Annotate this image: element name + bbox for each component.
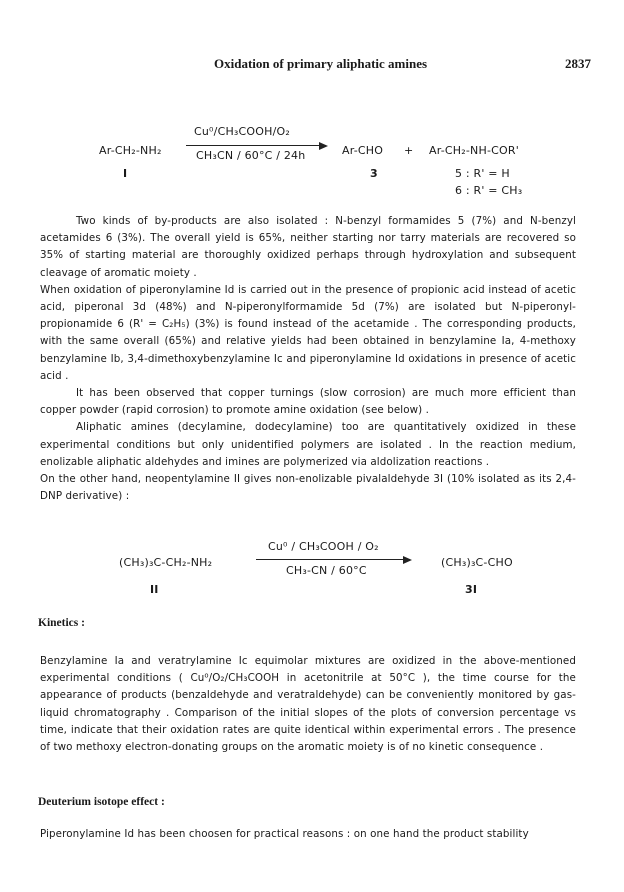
scheme1-arrow — [186, 145, 326, 146]
kinetics-text: Benzylamine Ia and veratrylamine Ic equimolar mixtures are oxidized in the above-mentioned experimental conditions ( Cu⁰/O₂/CH₃COOH in acetonitrile at 50°C ), the time course for the appearance of products (benzaldehyde and veratraldehyde) can be conveniently monitored by gas-liquid chromatography . Comparison of the initial slopes of the plots of conversion percentage vs time, indicate that their oxidation rates are quite identical within experimental errors . The presence of two methoxy electron-donating groups on the aromatic moiety is of no kinetic consequence . — [40, 655, 576, 754]
scheme1-product-amide: Ar-CH₂-NH-COR' — [429, 144, 519, 157]
paragraph: When oxidation of piperonylamine Id is carried out in the presence of propionic acid instead of acetic acid, piperonal 3d (48%) and N-piperonylformamide 5d (7%) are isolated but N-piperonyl-propionamide 6 (R' = C₂H₅) (3%) is found instead of the acetamide . The corresponding products, with the same overall (65%) and relative yields had been obtained in benzylamine Ia, 4-methoxy benzylamine Ib, 3,4-dimethoxybenzylamine Ic and piperonylamine Id oxidations in presence of acetic acid . — [40, 283, 576, 382]
paragraph: Aliphatic amines (decylamine, dodecylamine) too are quantitatively oxidized in these experimental conditions but only unidentified polymers are isolated . In the reaction medium, enolizable aliphatic aldehydes and imines are polymerized via aldolization reactions . — [40, 421, 576, 468]
paragraph: On the other hand, neopentylamine II gives non-enolizable pivalaldehyde 3I (10% isolated as its 2,4-DNP derivative) : — [40, 473, 576, 503]
scheme2-label-reactant: II — [150, 583, 159, 596]
scheme1-compound-5: 5 : R' = H — [455, 167, 510, 180]
isotope-text: Piperonylamine Id has been choosen for practical reasons : on one hand the product stability — [40, 828, 529, 840]
scheme2-label-product: 3I — [465, 583, 478, 596]
scheme1-plus: + — [404, 144, 414, 157]
body-text — [40, 213, 576, 505]
scheme1-product-aldehyde: Ar-CHO — [342, 144, 384, 157]
kinetics-heading: Kinetics : — [38, 617, 85, 629]
page-number: 2837 — [565, 56, 591, 71]
paragraph: Two kinds of by-products are also isolated : N-benzyl formamides 5 (7%) and N-benzyl acetamides 6 (3%). The overall yield is 65%, neither starting nor tarry materials are recovered so 35% of starting material are thoroughly oxidized perhaps through hydroxylation and subsequent cleavage of aromatic moiety . — [40, 215, 576, 279]
scheme2-product: (CH₃)₃C-CHO — [441, 556, 513, 569]
paragraph: It has been observed that copper turnings (slow corrosion) are much more efficient than copper powder (rapid corrosion) to promote amine oxidation (see below) . — [40, 387, 576, 417]
scheme2-reactant: (CH₃)₃C-CH₂-NH₂ — [119, 556, 213, 569]
scheme1-reactant: Ar-CH₂-NH₂ — [99, 144, 162, 157]
isotope-heading: Deuterium isotope effect : — [38, 796, 165, 808]
scheme2-arrow — [256, 559, 410, 560]
scheme2-reagents: Cu⁰ / CH₃COOH / O₂ — [268, 540, 379, 553]
running-title: Oxidation of primary aliphatic amines — [214, 56, 428, 71]
scheme2-conditions: CH₃-CN / 60°C — [286, 564, 367, 577]
scheme1-conditions: CH₃CN / 60°C / 24h — [196, 149, 306, 162]
scheme1-label-aldehyde: 3 — [370, 167, 378, 180]
scheme1-reagents: Cu⁰/CH₃COOH/O₂ — [194, 125, 290, 138]
scheme1-compound-6: 6 : R' = CH₃ — [455, 184, 523, 197]
scheme1-label-reactant: I — [123, 167, 128, 180]
